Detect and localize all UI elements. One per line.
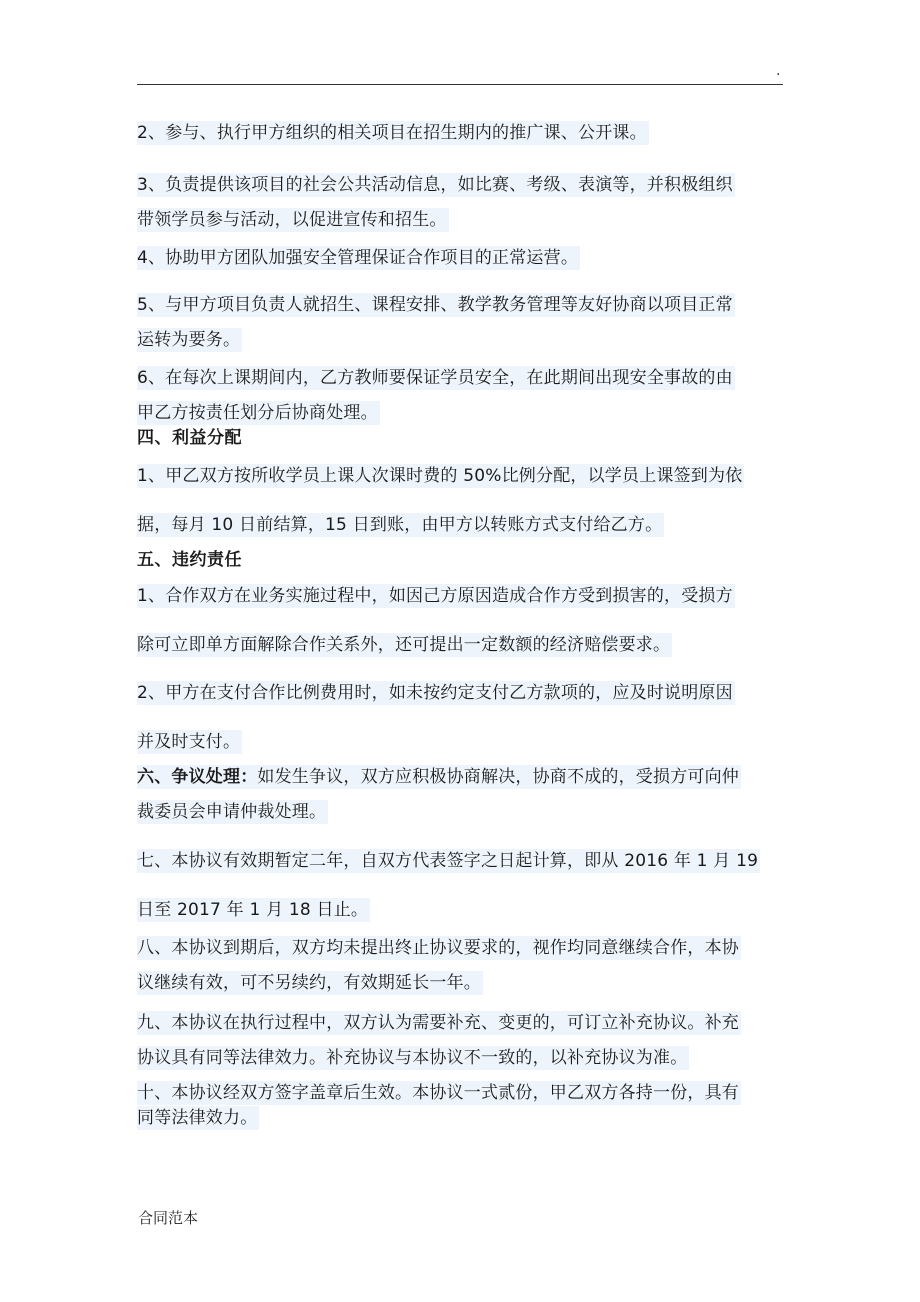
amendment-clause-line-1: 九、本协议在执行过程中，双方认为需要补充、变更的，可订立补充协议。补充 <box>137 1013 739 1033</box>
liability-clause-1-line-2: 除可立即单方面解除合作关系外，还可提出一定数额的经济赔偿要求。 <box>137 635 671 655</box>
footer-label: 合同范本 <box>138 1209 199 1227</box>
dispute-heading: 六、争议处理： <box>137 767 258 787</box>
clause-2-line: 2、参与、执行甲方组织的相关项目在招生期内的推广课、公开课。 <box>137 123 647 143</box>
clause-6-line-2: 甲乙方按责任划分后协商处理。 <box>137 403 378 423</box>
term-clause-line-1: 七、本协议有效期暂定二年，自双方代表签字之日起计算，即从 2016 年 1 月 19 <box>137 851 759 871</box>
header-mark: . <box>776 63 781 79</box>
renewal-clause-line-1: 八、本协议到期后，双方均未提出终止协议要求的，视作均同意继续合作，本协 <box>137 938 739 958</box>
liability-clause-2-line-2: 并及时支付。 <box>137 732 241 752</box>
renewal-clause-line-2: 议继续有效，可不另续约，有效期延长一年。 <box>137 973 481 993</box>
effective-clause-line-1: 十、本协议经双方签字盖章后生效。本协议一式贰份，甲乙双方各持一份，具有 <box>137 1083 739 1103</box>
liability-clause-2-line-1: 2、甲方在支付合作比例费用时，如未按约定支付乙方款项的，应及时说明原因 <box>137 683 733 703</box>
amendment-clause-line-2: 协议具有同等法律效力。补充协议与本协议不一致的，以补充协议为准。 <box>137 1048 688 1068</box>
profit-clause-line-1: 1、甲乙双方按所收学员上课人次课时费的 50%比例分配，以学员上课签到为依 <box>137 466 743 486</box>
clause-5-line-2: 运转为要务。 <box>137 330 241 350</box>
section-heading-liability: 五、违约责任 <box>137 550 242 570</box>
liability-clause-1-line-1: 1、合作双方在业务实施过程中，如因己方原因造成合作方受到损害的，受损方 <box>137 586 733 606</box>
clause-4-line: 4、协助甲方团队加强安全管理保证合作项目的正常运营。 <box>137 248 579 268</box>
clause-6-line-1: 6、在每次上课期间内，乙方教师要保证学员安全，在此期间出现安全事故的由 <box>137 368 733 388</box>
header-rule <box>137 84 783 85</box>
profit-clause-line-2: 据，每月 10 日前结算，15 日到账，由甲方以转账方式支付给乙方。 <box>137 515 663 535</box>
dispute-clause-line-1: 六、争议处理：如发生争议，双方应积极协商解决，协商不成的，受损方可向仲 <box>137 767 740 787</box>
section-heading-profit: 四、利益分配 <box>137 428 242 448</box>
effective-clause-line-2: 同等法律效力。 <box>137 1108 258 1128</box>
clause-3-line-1: 3、负责提供该项目的社会公共活动信息，如比赛、考级、表演等，并积极组织 <box>137 175 733 195</box>
dispute-clause-line-2: 裁委员会申请仲裁处理。 <box>137 802 327 822</box>
clause-5-line-1: 5、与甲方项目负责人就招生、课程安排、教学教务管理等友好协商以项目正常 <box>137 295 733 315</box>
clause-3-line-2: 带领学员参与活动，以促进宣传和招生。 <box>137 210 447 230</box>
term-clause-line-2: 日至 2017 年 1 月 18 日止。 <box>137 900 369 920</box>
